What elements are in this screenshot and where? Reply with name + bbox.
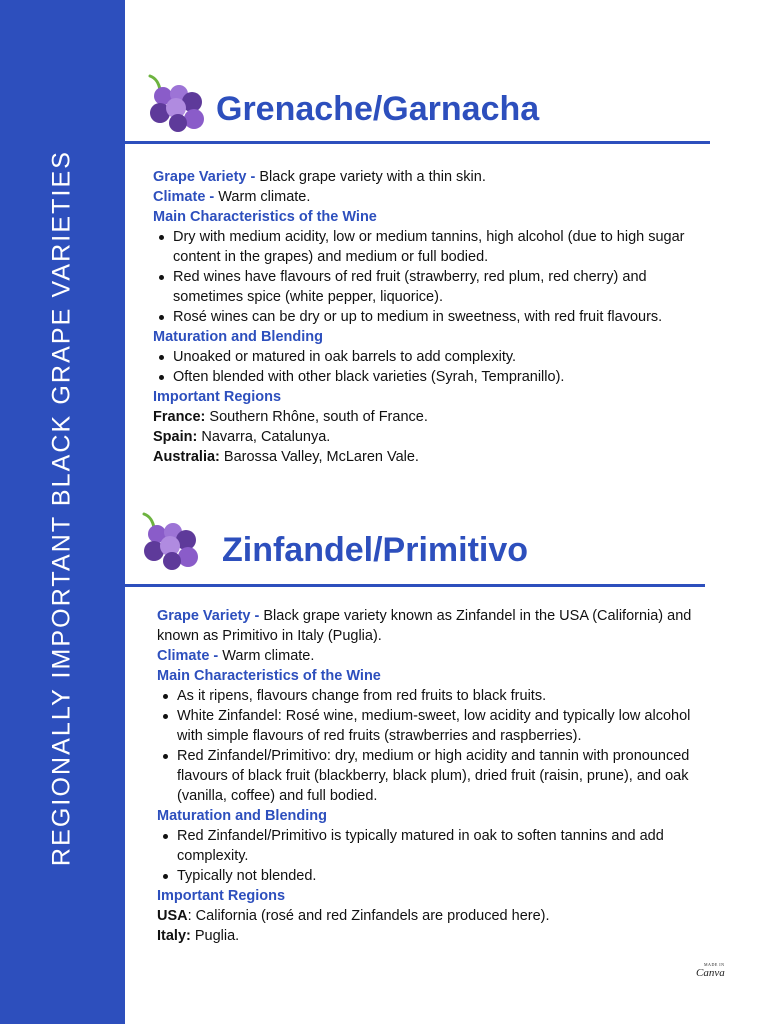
section-body: [157, 606, 712, 946]
maturation-list: [157, 826, 712, 886]
climate-label: Climate -: [153, 189, 215, 205]
list-item: Often blended with other black varieties (Syrah, Tempranillo).: [173, 367, 713, 387]
climate-row: [153, 187, 713, 207]
regions-heading: Important Regions: [153, 389, 282, 405]
canva-logo-text: Canva: [696, 967, 725, 979]
regions-heading: Important Regions: [157, 888, 286, 904]
section-title: Grenache/Garnacha: [216, 90, 540, 128]
grape-variety-row: [153, 167, 713, 187]
region-text: Southern Rhône, south of France.: [205, 409, 428, 425]
region-name: Italy:: [157, 928, 191, 944]
sidebar-title: REGIONALLY IMPORTANT BLACK GRAPE VARIETIES: [47, 149, 76, 867]
canva-logo-small: MADE IN: [704, 962, 725, 967]
region-name: Australia:: [153, 449, 220, 465]
title-divider: [125, 584, 705, 587]
region-row: [157, 906, 712, 926]
region-name: USA: [157, 908, 188, 924]
list-item: Unoaked or matured in oak barrels to add complexity.: [173, 347, 713, 367]
characteristics-list: [157, 686, 712, 806]
list-item: Dry with medium acidity, low or medium tannins, high alcohol (due to high sugar content in the grapes) and medium or full bodied.: [173, 227, 713, 267]
grape-variety-text: Black grape variety with a thin skin.: [255, 169, 486, 185]
climate-row: [157, 646, 712, 666]
grape-variety-text: Black grape variety known as Zinfandel in the USA (California) and known as Primitivo in Italy (Puglia).: [157, 608, 692, 644]
region-row: [153, 407, 713, 427]
list-item: As it ripens, flavours change from red fruits to black fruits.: [177, 686, 712, 706]
characteristics-list: [153, 227, 713, 327]
region-text: Navarra, Catalunya.: [197, 429, 331, 445]
maturation-heading: Maturation and Blending: [153, 329, 323, 345]
climate-text: Warm climate.: [214, 189, 311, 205]
list-item: Red Zinfandel/Primitivo is typically matured in oak to soften tannins and add complexity.: [177, 826, 712, 866]
region-name: Spain:: [153, 429, 198, 445]
region-text: Puglia.: [190, 928, 240, 944]
title-divider: [125, 141, 710, 144]
section-title: Zinfandel/Primitivo: [222, 531, 529, 569]
sidebar: [0, 0, 125, 1024]
region-text: Barossa Valley, McLaren Vale.: [219, 449, 419, 465]
list-item: Rosé wines can be dry or up to medium in sweetness, with red fruit flavours.: [173, 307, 713, 327]
grape-variety-label: Grape Variety -: [157, 608, 260, 624]
grape-icon: [140, 512, 202, 572]
grape-variety-row: [157, 606, 712, 646]
grape-icon: [146, 74, 208, 134]
list-item: White Zinfandel: Rosé wine, medium-sweet, low acidity and typically low alcohol with simple flavours of red fruits (strawberries and raspberries).: [177, 706, 712, 746]
region-row: [153, 447, 713, 467]
list-item: Red Zinfandel/Primitivo: dry, medium or high acidity and tannin with pronounced flavours of black fruit (blackberry, black plum), dried fruit (raisin, prune), and oak (vanilla, coffee) and full bodied.: [177, 746, 712, 806]
climate-text: Warm climate.: [218, 648, 315, 664]
canva-logo: [696, 962, 725, 979]
region-text: : California (rosé and red Zinfandels are produced here).: [187, 908, 550, 924]
section-body: [153, 167, 713, 467]
list-item: Typically not blended.: [177, 866, 712, 886]
region-row: [153, 427, 713, 447]
maturation-heading: Maturation and Blending: [157, 808, 327, 824]
list-item: Red wines have flavours of red fruit (strawberry, red plum, red cherry) and sometimes spice (white pepper, liquorice).: [173, 267, 713, 307]
grape-variety-label: Grape Variety -: [153, 169, 256, 185]
region-row: [157, 926, 712, 946]
climate-label: Climate -: [157, 648, 219, 664]
region-name: France:: [153, 409, 206, 425]
characteristics-heading: Main Characteristics of the Wine: [153, 209, 377, 225]
characteristics-heading: Main Characteristics of the Wine: [157, 668, 381, 684]
maturation-list: [153, 347, 713, 387]
